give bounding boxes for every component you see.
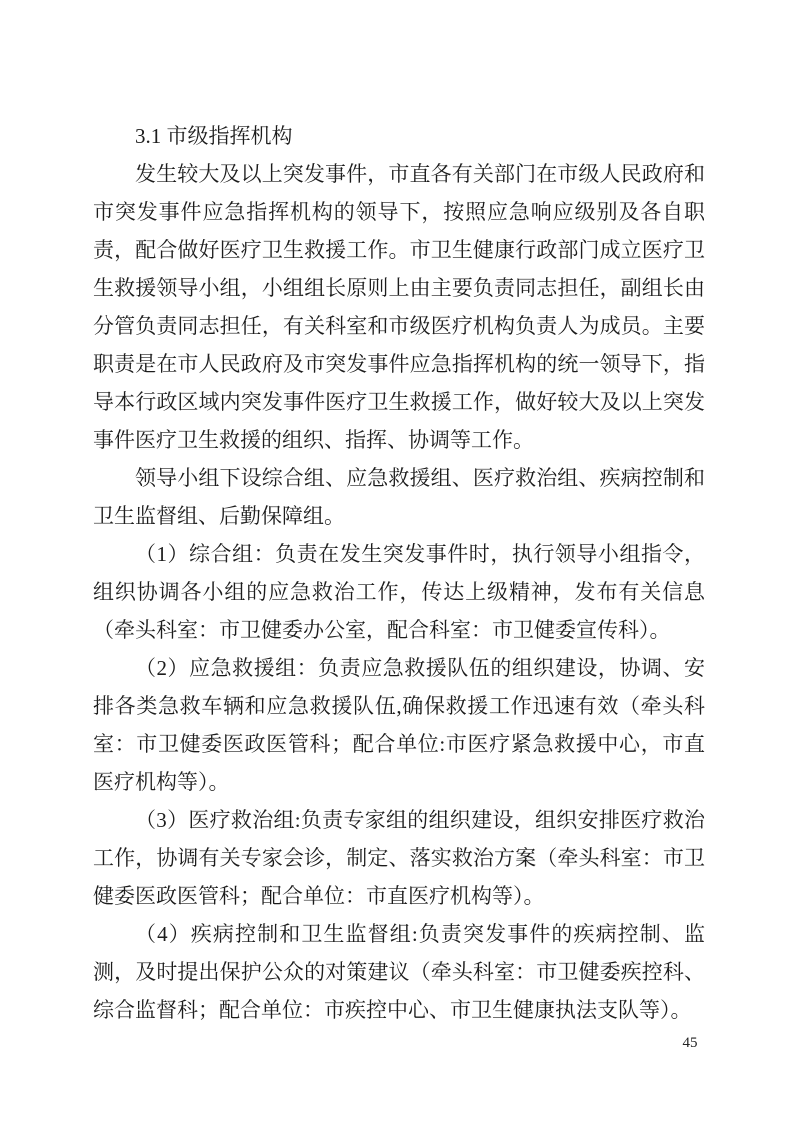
body-paragraph-2: 领导小组下设综合组、应急救援组、医疗救治组、疾病控制和卫生监督组、后勤保障组。 [93,466,705,528]
body-paragraph-5: （3）医疗救治组:负责专家组的组织建设，组织安排医疗救治工作，协调有关专家会诊，制定、落实救治方案（牵头科室：市卫健委医政医管科；配合单位：市直医疗机构等）。 [93,808,705,908]
body-paragraph-1: 发生较大及以上突发事件，市直各有关部门在市级人民政府和市突发事件应急指挥机构的领导下，按照应急响应级别及各自职责，配合做好医疗卫生救援工作。市卫生健康行政部门成立医疗卫生救援领导小组，小组组长原则上由主要负责同志担任，副组长由分管负责同志担任，有关科室和市级医疗机构负责人为成员。主要职责是在市人民政府及市突发事件应急指挥机构的统一领导下，指导本行政区域内突发事件医疗卫生救援工作，做好较大及以上突发事件医疗卫生救援的组织、指挥、协调等工作。 [93,162,705,452]
page-number: 45 [682,1035,698,1051]
body-paragraph-3: （1）综合组：负责在发生突发事件时，执行领导小组指令，组织协调各小组的应急救治工作，传达上级精神，发布有关信息（牵头科室：市卫健委办公室，配合科室：市卫健委宣传科）。 [93,542,705,642]
section-heading: 3.1 市级指挥机构 [135,124,293,148]
body-paragraph-6: （4）疾病控制和卫生监督组:负责突发事件的疾病控制、监测，及时提出保护公众的对策建议（牵头科室：市卫健委疾控科、综合监督科；配合单位：市疾控中心、市卫生健康执法支队等）。 [93,922,705,1022]
body-paragraph-4: （2）应急救援组：负责应急救援队伍的组织建设，协调、安排各类急救车辆和应急救援队伍,确保救援工作迅速有效（牵头科室：市卫健委医政医管科；配合单位:市医疗紧急救援中心，市直医疗机构等）。 [93,656,705,794]
document-body [93,117,705,1029]
